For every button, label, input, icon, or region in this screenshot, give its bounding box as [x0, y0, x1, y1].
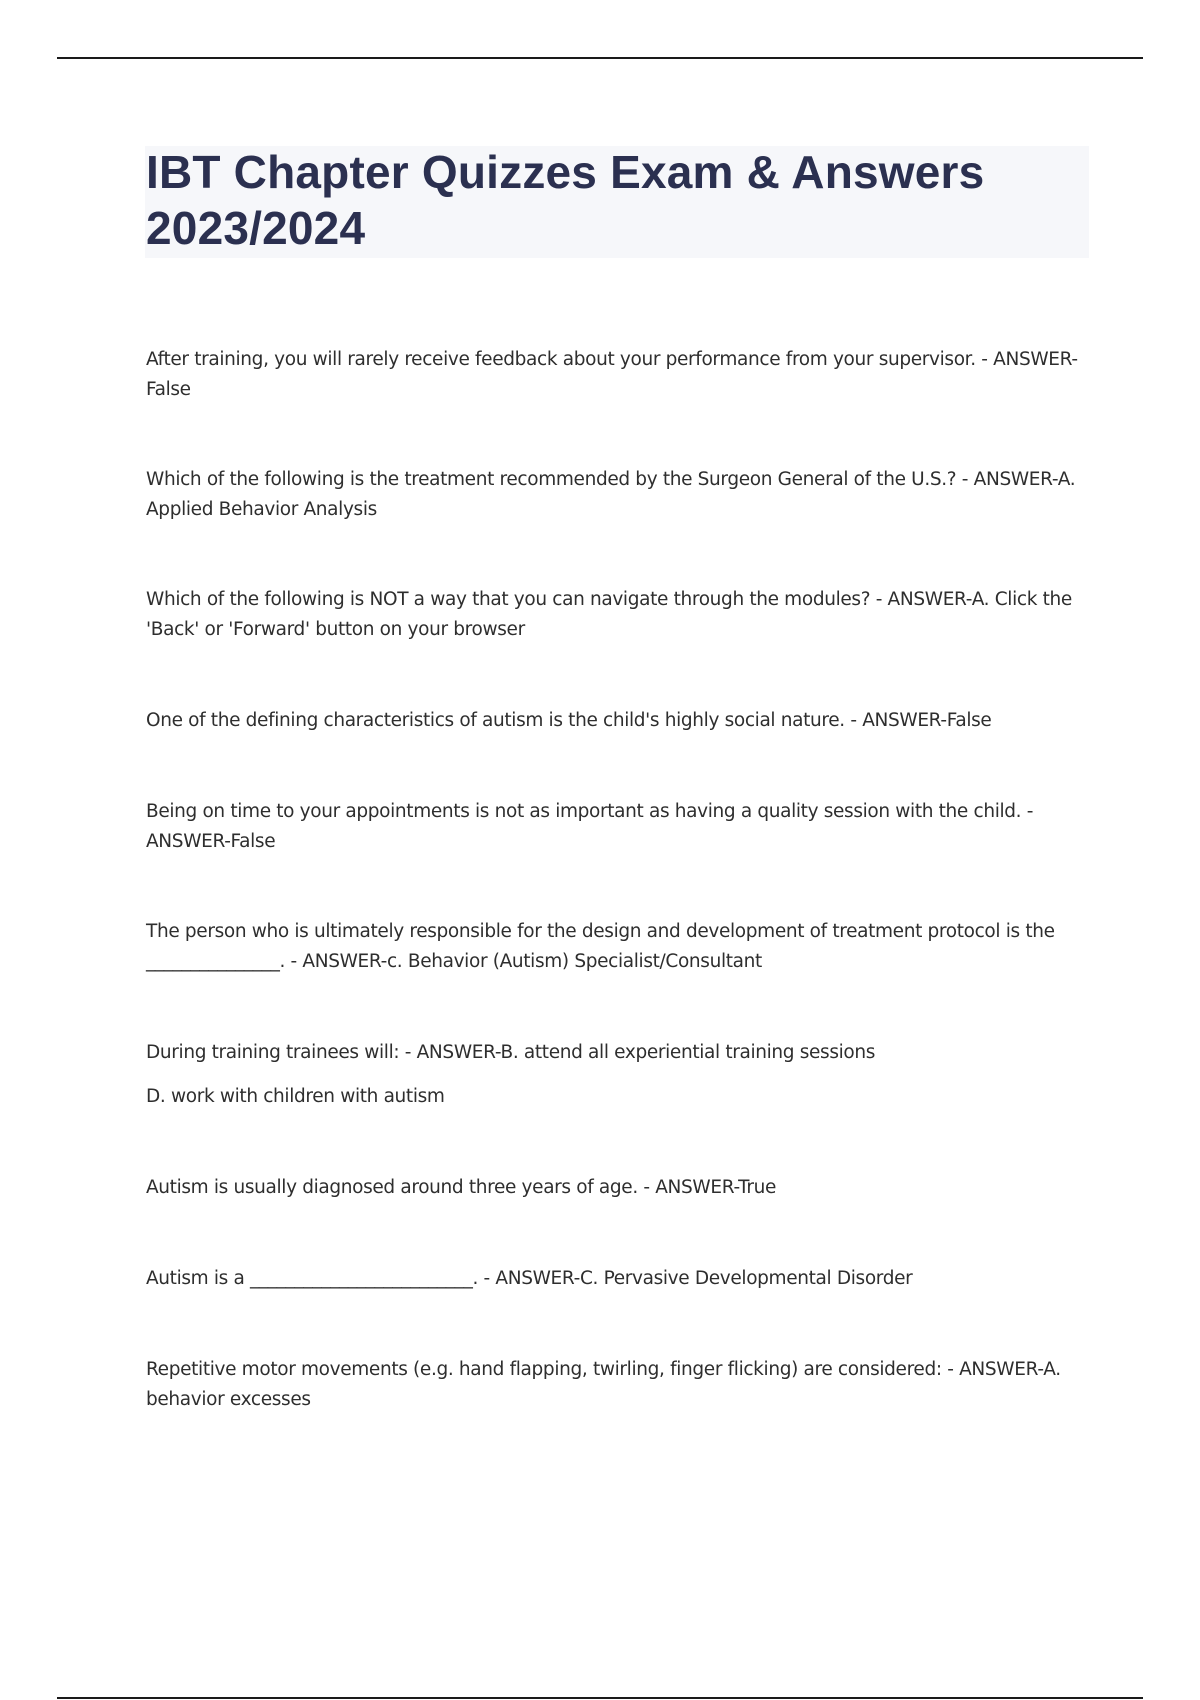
qa-item-1: [146, 345, 1096, 405]
bottom-rule: [57, 1697, 1143, 1699]
top-rule: [57, 57, 1143, 59]
qa-item-5: [146, 797, 1096, 857]
qa-item-2: [146, 465, 1096, 525]
qa-text: After training, you will rarely receive feedback about your performance from your supervisor. - ANSWER-False: [146, 349, 1078, 400]
qa-text: Being on time to your appointments is not as important as having a quality session with the child. - ANSWER-False: [146, 801, 1034, 852]
document-title: IBT Chapter Quizzes Exam & Answers 2023/2024: [146, 146, 985, 254]
qa-item-9: [146, 1264, 1096, 1294]
qa-text: During training trainees will: - ANSWER-B. attend all experiential training sessions: [146, 1042, 876, 1063]
qa-text: Repetitive motor movements (e.g. hand flapping, twirling, finger flicking) are considered: - ANSWER-A. behavior excesses: [146, 1359, 1061, 1410]
qa-text: Which of the following is the treatment recommended by the Surgeon General of the U.S.? - ANSWER-A. Applied Behavior Analysis: [146, 469, 1076, 520]
qa-item-4: [146, 706, 1096, 736]
qa-text: One of the defining characteristics of autism is the child's highly social nature. - ANSWER-False: [146, 710, 992, 731]
qa-item-6: [146, 917, 1096, 977]
qa-text: The person who is ultimately responsible for the design and development of treatment protocol is the _______________. - ANSWER-c. Behavior (Autism) Specialist/Consultant: [146, 921, 1055, 972]
qa-text: Autism is a _________________________. - ANSWER-C. Pervasive Developmental Disorder: [146, 1268, 913, 1289]
qa-item-7: [146, 1038, 1096, 1112]
qa-text: Autism is usually diagnosed around three years of age. - ANSWER-True: [146, 1177, 776, 1198]
qa-item-8: [146, 1173, 1096, 1203]
qa-item-10: [146, 1355, 1096, 1415]
qa-item-3: [146, 585, 1096, 645]
qa-text: Which of the following is NOT a way that you can navigate through the modules? - ANSWER-A. Click the 'Back' or 'Forward' button on your browser: [146, 589, 1072, 640]
qa-extra-answer: D. work with children with autism: [146, 1086, 445, 1107]
